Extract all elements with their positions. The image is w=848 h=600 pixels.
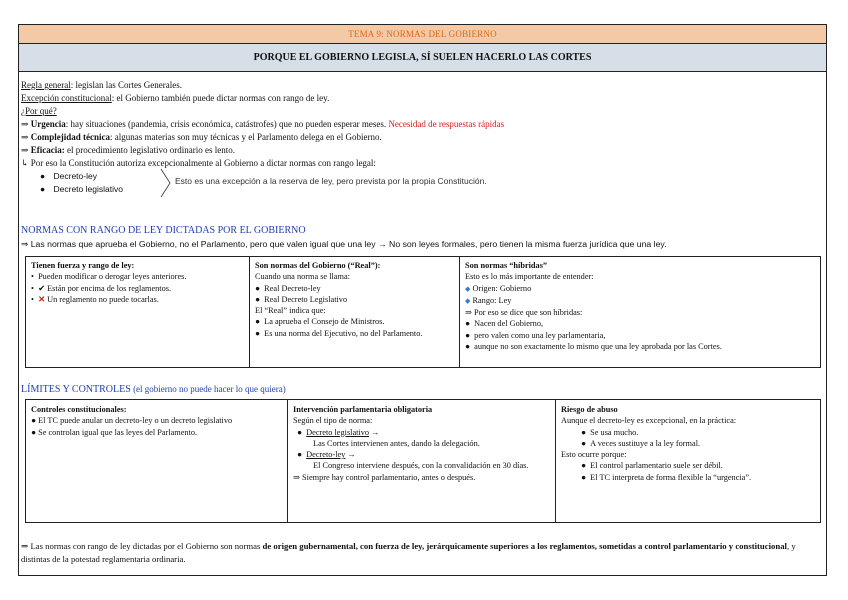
diamond-icon: ◆: [465, 296, 471, 305]
col1-title: Tienen fuerza y rango de ley:: [31, 261, 135, 270]
conclusion-suffix: , y distintas de la potestad reglamentaria ordinaria.: [21, 541, 796, 564]
urgencia-highlight: Necesidad de respuestas rápidas: [388, 119, 505, 129]
por-eso-line: [21, 157, 376, 169]
list-item: ● El TC puede anular un decreto-ley o un decreto legislativo: [31, 416, 233, 426]
section1-lead-text: Las normas que aprueba el Gobierno, no el Parlamento, pero que valen igual que una ley → No son leyes formales, pero tienen la misma fuerza jurídica que una ley.: [30, 239, 667, 249]
col3-mid: Esto ocurre porque:: [561, 450, 627, 460]
list-item-text: Se usa mucho.: [590, 427, 639, 437]
column-divider: [555, 399, 556, 523]
col3-mid: Por eso se dice que son híbridas:: [474, 308, 583, 318]
complejidad-text: : algunas materias son muy técnicas y el Parlamento delega en el Gobierno.: [110, 132, 382, 142]
excepcion-text: : el Gobierno también puede dictar normas con rango de ley.: [111, 93, 330, 103]
list-item-text: El control parlamentario suele ser débil.: [590, 461, 723, 471]
complejidad-line: [21, 131, 382, 143]
col2-intro: Según el tipo de norma:: [293, 416, 373, 426]
column-divider: [459, 256, 460, 368]
list-item-text: Se controlan igual que las leyes del Parlamento.: [38, 427, 198, 437]
list-item: ● A veces sustituye a la ley formal.: [581, 438, 701, 448]
section1-col2: [255, 260, 455, 339]
urgencia-line: [21, 118, 504, 130]
arrow-icon: ⇒: [465, 308, 475, 318]
list-item-text: Un reglamento no puede tocarlas.: [47, 294, 159, 304]
list-item-text: pero valen como una ley parlamentaria,: [474, 330, 606, 340]
list-item: [465, 295, 817, 307]
item1-sub: Las Cortes intervienen antes, dando la delegación.: [313, 438, 480, 448]
arrow-icon: ⇒: [293, 472, 303, 482]
list-item-text: El TC puede anular un decreto-ley o un decreto legislativo: [38, 416, 233, 426]
bullet-icon: ●: [297, 450, 303, 460]
diamond-icon: ◆: [465, 284, 471, 293]
list-item: ● El TC interpreta de forma flexible la “urgencia”.: [581, 472, 752, 482]
col3-title: Son normas “híbridas”: [465, 261, 548, 270]
list-item: ● Es una norma del Ejecutivo, no del Parlamento.: [255, 328, 423, 338]
por-que-line: ¿Por qué?: [21, 106, 57, 116]
list-item-text: Nacen del Gobierno,: [474, 319, 544, 329]
list-item: ● pero valen como una ley parlamentaria,: [465, 330, 606, 340]
list-item-text: El TC interpreta de forma flexible la “urgencia”.: [590, 472, 752, 482]
regla-text: : legislan las Cortes Generales.: [70, 80, 182, 90]
regla-general-line: [21, 79, 182, 91]
list-item-text: Es una norma del Ejecutivo, no del Parlamento.: [264, 328, 423, 338]
page-title: TEMA 9: NORMAS DEL GOBIERNO: [18, 24, 827, 44]
list-item: ● Se usa mucho.: [581, 427, 639, 437]
conclusion: [21, 540, 824, 566]
regla-label: Regla general: [21, 80, 71, 90]
col3-intro: Esto es lo más importante de entender:: [465, 272, 594, 282]
brace-note: Esto es una excepción a la reserva de ley, pero prevista por la propia Constitución.: [175, 176, 487, 186]
item2-sub: El Congreso interviene después, con la convalidación en 30 días.: [313, 461, 529, 471]
list-item: ● Se controlan igual que las leyes del Parlamento.: [31, 427, 198, 437]
col2-conclusion: Siempre hay control parlamentario, antes o después.: [302, 472, 476, 482]
list-item: ● Real Decreto Legislativo: [255, 294, 348, 304]
col2-intro: Cuando una norma se llama:: [255, 272, 350, 282]
section2-heading-line: [21, 383, 286, 396]
section1-col1: [31, 260, 245, 305]
arrow-icon: ⇒: [21, 541, 31, 551]
list-item: ● La aprueba el Consejo de Ministros.: [255, 317, 385, 327]
list-item: ● aunque no son exactamente lo mismo que una ley aprobada por las Cortes.: [465, 342, 722, 352]
col2-title: Son normas del Gobierno (“Real”):: [255, 261, 381, 270]
column-divider: [287, 399, 288, 523]
page-subtitle: PORQUE EL GOBIERNO LEGISLA, SÍ SUELEN HACERLO LAS CORTES: [18, 44, 827, 72]
section2-col2: Intervención parlamentaria obligatoria Según el tipo de norma: ● Decreto legislativo → Las Cortes intervienen antes, dando la delegación. ● Decreto-ley → El Congreso interviene después, con la convalidación en 30 días. ⇒ Siempre hay control parlamentario, antes o después.: [293, 404, 551, 483]
bullet-icon: ●: [297, 427, 303, 437]
excepcion-label: Excepción constitucional: [21, 93, 112, 103]
brace-icon: [160, 168, 174, 198]
conclusion-bold2: control parlamentario y constitucional: [644, 541, 787, 551]
list-item-text: Origen: Gobierno: [472, 283, 532, 293]
arrow-icon: ⇒: [21, 119, 31, 129]
list-item: ● Nacen del Gobierno,: [465, 319, 544, 329]
list-item-text: Real Decreto-ley: [264, 283, 321, 293]
col1-title: Controles constitucionales:: [31, 405, 127, 414]
list-item-text: La aprueba el Consejo de Ministros.: [264, 317, 385, 327]
urgencia-label: Urgencia: [30, 119, 66, 129]
column-divider: [249, 256, 250, 368]
list-item: [465, 283, 817, 295]
por-eso-text: Por eso la Constitución autoriza excepcionalmente al Gobierno a dictar normas con rango legal:: [30, 158, 376, 168]
section2-col1: [31, 404, 283, 438]
list-item: • ✕ Un reglamento no puede tocarlas.: [31, 294, 159, 304]
decreto-legislativo-label: Decreto legislativo: [306, 427, 370, 437]
arrow-icon: ⇒: [21, 132, 31, 142]
arrow-icon: ⇒: [21, 145, 31, 155]
col2-title: Intervención parlamentaria obligatoria: [293, 405, 433, 414]
col3-intro: Aunque el decreto-ley es excepcional, en la práctica:: [561, 416, 737, 426]
list-item-text: aunque no son exactamente lo mismo que una ley aprobada por las Cortes.: [474, 342, 722, 352]
bullet-text: Decreto legislativo: [53, 184, 123, 194]
complejidad-label: Complejidad técnica: [30, 132, 111, 142]
excepcion-line: [21, 92, 329, 104]
list-item: ● El control parlamentario suele ser débil.: [581, 461, 723, 471]
urgencia-text: : hay situaciones (pandemia, crisis económica, catástrofes) que no pueden esperar meses.: [65, 119, 387, 129]
list-item-text: Pueden modificar o derogar leyes anteriores.: [38, 272, 187, 282]
eficacia-line: [21, 144, 235, 156]
eficacia-label: Eficacia:: [30, 145, 65, 155]
bullet-text: Decreto-ley: [53, 171, 97, 181]
eficacia-text: el procedimiento legislativo ordinario es lento.: [64, 145, 236, 155]
list-item-text: Rango: Ley: [472, 295, 512, 305]
section2-heading-note: (el gobierno no puede hacer lo que quiera): [133, 384, 286, 394]
cross-icon: ✕: [38, 294, 46, 304]
conclusion-prefix: Las normas con rango de ley dictadas por el Gobierno son normas: [30, 541, 263, 551]
section1-heading: NORMAS CON RANGO DE LEY DICTADAS POR EL GOBIERNO: [21, 225, 306, 236]
list-item-text: Real Decreto Legislativo: [264, 294, 348, 304]
check-icon: ✔: [38, 283, 46, 293]
list-item-text: A veces sustituye a la ley formal.: [590, 438, 701, 448]
list-item: ● Real Decreto-ley: [255, 283, 321, 293]
col2-mid: El “Real” indica que:: [255, 306, 326, 316]
list-item: • Pueden modificar o derogar leyes anteriores.: [31, 272, 187, 282]
bullet-decreto-ley: ● Decreto-ley: [40, 171, 97, 181]
section2-col3: [561, 404, 819, 483]
list-item: • ✔ Están por encima de los reglamentos.: [31, 283, 172, 293]
section1-col3: [465, 260, 817, 352]
list-item-text: Están por encima de los reglamentos.: [47, 283, 172, 293]
arrow-icon: ⇒: [21, 239, 31, 249]
section1-lead: [21, 238, 667, 250]
conclusion-bold1: de origen gubernamental, con fuerza de ley, jerárquicamente superiores a los reglamentos, sometidas a: [262, 541, 643, 551]
section2-heading: LÍMITES Y CONTROLES: [21, 384, 131, 395]
corner-arrow-icon: ↳: [21, 158, 31, 168]
decreto-ley-label: Decreto-ley: [306, 450, 346, 460]
bullet-decreto-legislativo: ● Decreto legislativo: [40, 184, 123, 194]
col3-title: Riesgo de abuso: [561, 405, 618, 414]
